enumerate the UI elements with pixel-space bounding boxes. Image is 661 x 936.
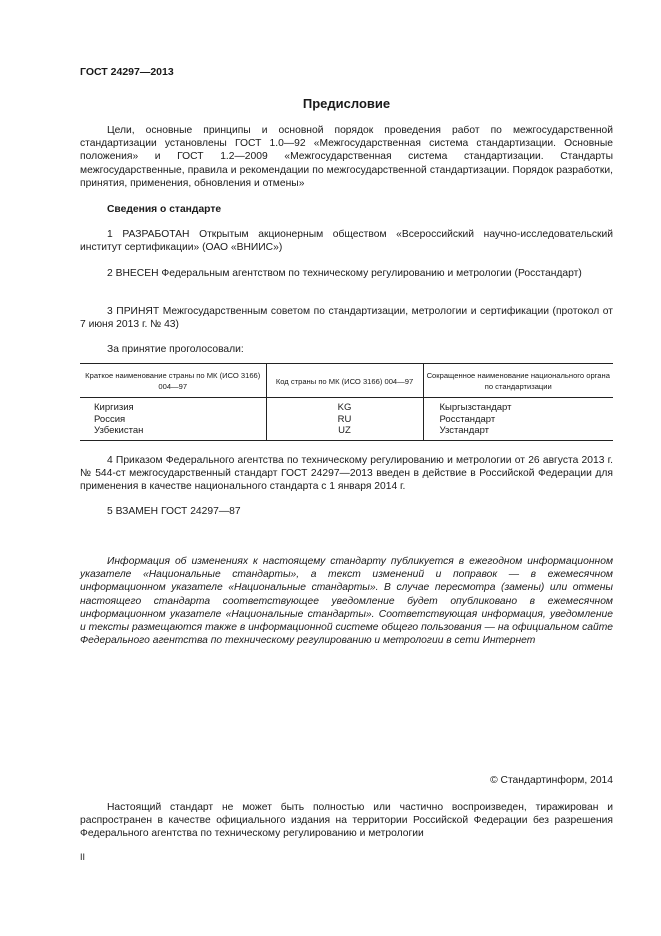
item-developed: 1 РАЗРАБОТАН Открытым акционерным обществом «Всероссийский научно-исследовательский институт сертификации» (ОАО «ВНИИС»)	[80, 229, 613, 254]
item-submitted: 2 ВНЕСЕН Федеральным агентством по техническому регулированию и метрологии (Росстандарт)	[107, 268, 582, 279]
header-national-body: Сокращенное наименование национального органа по стандартизации	[423, 364, 613, 398]
document-code: ГОСТ 24297—2013	[80, 66, 174, 78]
cell-country: Узбекистан	[80, 425, 266, 440]
cell-body: Росстандарт	[423, 414, 613, 426]
header-country-name: Краткое наименование страны по МК (ИСО 3166) 004—97	[80, 364, 266, 398]
item-enacted: 4 Приказом Федерального агентства по техническому регулированию и метрологии от 26 августа 2013 г. № 544-ст межгосударственный стандарт ГОСТ 24297—2013 введен в действие в Российской Федерации для применения в качестве национального стандарта с 1 января 2014 г.	[80, 455, 613, 493]
cell-body: Узстандарт	[423, 425, 613, 440]
foreword-title: Предисловие	[302, 96, 391, 111]
standard-info-heading: Сведения о стандарте	[107, 204, 222, 215]
header-country-code: Код страны по МК (ИСО 3166) 004—97	[266, 364, 423, 398]
cell-country: Россия	[94, 413, 126, 425]
reproduction-notice: Настоящий стандарт не может быть полностью или частично воспроизведен, тиражирован и распространен в качестве официального издания на территории Российской Федерации без разрешения Федерального агентства по техническому регулированию и метрологии	[80, 802, 613, 840]
item-replaces: 5 ВЗАМЕН ГОСТ 24297—87	[107, 506, 241, 517]
cell-code: KG	[266, 398, 423, 414]
voting-table	[80, 363, 613, 441]
cell-code: UZ	[266, 425, 423, 440]
table-row	[80, 425, 613, 440]
cell-code: RU	[266, 414, 423, 426]
page-number: II	[80, 852, 86, 862]
cell-country: Киргизия	[94, 402, 134, 413]
voted-label: За принятие проголосовали:	[107, 344, 244, 355]
item-adopted: 3 ПРИНЯТ Межгосударственным советом по стандартизации, метрологии и сертификации (протокол от 7 июня 2013 г. № 43)	[80, 306, 613, 331]
table-row	[80, 398, 613, 414]
cell-body: Кыргызстандарт	[423, 398, 613, 414]
copyright: © Стандартинформ, 2014	[490, 775, 613, 786]
table-row	[80, 414, 613, 426]
info-notice: Информация об изменениях к настоящему стандарту публикуется в ежегодном информационном указателе «Национальные стандарты», а текст изменений и поправок — в ежемесячном информационном указателе «Национальные стандарты». В случае пересмотра (замены) или отмены настоящего стандарта соответствующее уведомление будет опубликовано в ежемесячном информационном указателе «Национальные стандарты». Соответствующая информация, уведомление и тексты размещаются также в информационной системе общего пользования — на официальном сайте Федерального агентства по техническому регулированию и метрологии в сети Интернет	[80, 556, 613, 647]
table-header-row	[80, 364, 613, 398]
foreword-intro: Цели, основные принципы и основной порядок проведения работ по межгосударственной стандартизации установлены ГОСТ 1.0—92 «Межгосударственная система стандартизации. Основные положения» и ГОСТ 1.2—2009 «Межгосударственная система стандартизации. Стандарты межгосударственные, правила и рекомендации по межгосударственной стандартизации. Порядок разработки, принятия, применения, обновления и отмены»	[80, 125, 613, 189]
